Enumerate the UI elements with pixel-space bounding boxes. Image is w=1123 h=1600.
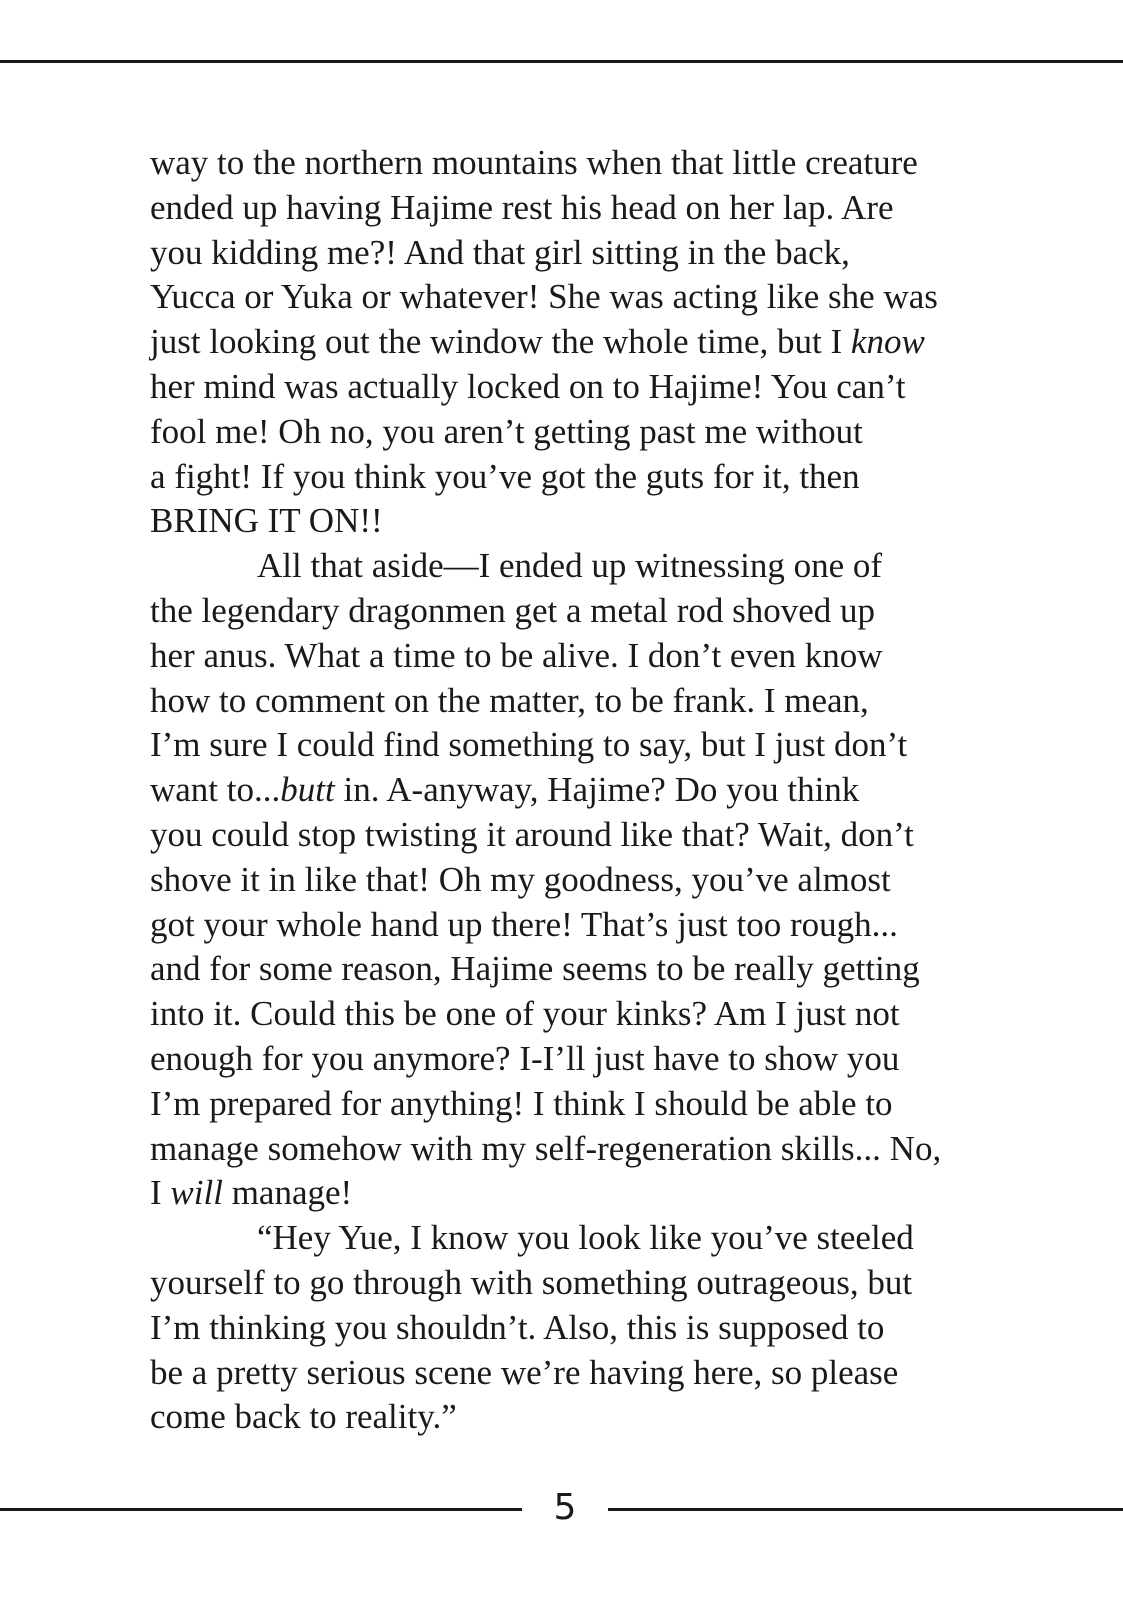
text-line: you kidding me?! And that girl sitting in the back, xyxy=(150,232,850,272)
text-line xyxy=(150,1171,1000,1216)
page-number: 5 xyxy=(553,1487,577,1528)
text-line: shove it in like that! Oh my goodness, you’ve almost xyxy=(150,859,891,899)
paragraph-start-line: “Hey Yue, I know you look like you’ve steeled xyxy=(257,1218,914,1258)
text-line: and for some reason, Hajime seems to be really getting xyxy=(150,949,920,989)
text-line: her mind was actually locked on to Hajime! You can’t xyxy=(150,366,906,406)
text-line: her anus. What a time to be alive. I don’t even know xyxy=(150,635,883,675)
page-footer xyxy=(0,1480,1123,1540)
text-segment: want to... xyxy=(150,770,281,810)
text-line: fool me! Oh no, you aren’t getting past me without xyxy=(150,411,863,451)
text-line: manage somehow with my self-regeneration skills... No, xyxy=(150,1128,942,1168)
text-line: Yucca or Yuka or whatever! She was acting like she was xyxy=(150,277,938,317)
text-line: how to comment on the matter, to be frank. I mean, xyxy=(150,680,869,720)
text-line: way to the northern mountains when that little creature xyxy=(150,143,918,182)
header-rule xyxy=(0,60,1123,63)
footer-rule-right xyxy=(608,1508,1123,1511)
text-line: be a pretty serious scene we’re having here, so please xyxy=(150,1352,899,1392)
text-line: enough for you anymore? I-I’ll just have to show you xyxy=(150,1038,900,1078)
text-line: got your whole hand up there! That’s just too rough... xyxy=(150,904,898,944)
emphasis-text: know xyxy=(850,322,925,362)
text-line: BRING IT ON!! xyxy=(150,501,383,541)
body-text xyxy=(150,141,1000,1440)
text-segment: in. A-anyway, Hajime? Do you think xyxy=(334,770,860,810)
text-line xyxy=(150,768,1000,813)
text-line: yourself to go through with something outrageous, but xyxy=(150,1262,913,1302)
text-line: come back to reality.” xyxy=(150,1397,457,1437)
text-segment: I xyxy=(150,1173,171,1213)
text-line: ended up having Hajime rest his head on her lap. Are xyxy=(150,187,894,227)
text-segment: manage! xyxy=(222,1173,353,1213)
paragraph-start-line: All that aside—I ended up witnessing one of xyxy=(257,546,883,586)
text-line: I’m prepared for anything! I think I should be able to xyxy=(150,1083,893,1123)
text-segment: just looking out the window the whole time, but I xyxy=(150,322,851,362)
text-line: the legendary dragonmen get a metal rod shoved up xyxy=(150,590,876,630)
text-line: you could stop twisting it around like that? Wait, don’t xyxy=(150,814,914,854)
emphasis-text: butt xyxy=(280,770,335,810)
text-line: a fight! If you think you’ve got the guts for it, then xyxy=(150,456,860,496)
emphasis-text: will xyxy=(170,1173,223,1213)
text-line xyxy=(150,320,1000,365)
footer-rule-left xyxy=(0,1508,522,1511)
text-line: into it. Could this be one of your kinks? Am I just not xyxy=(150,994,900,1034)
text-line: I’m thinking you shouldn’t. Also, this is supposed to xyxy=(150,1307,885,1347)
text-line: I’m sure I could find something to say, but I just don’t xyxy=(150,725,908,765)
